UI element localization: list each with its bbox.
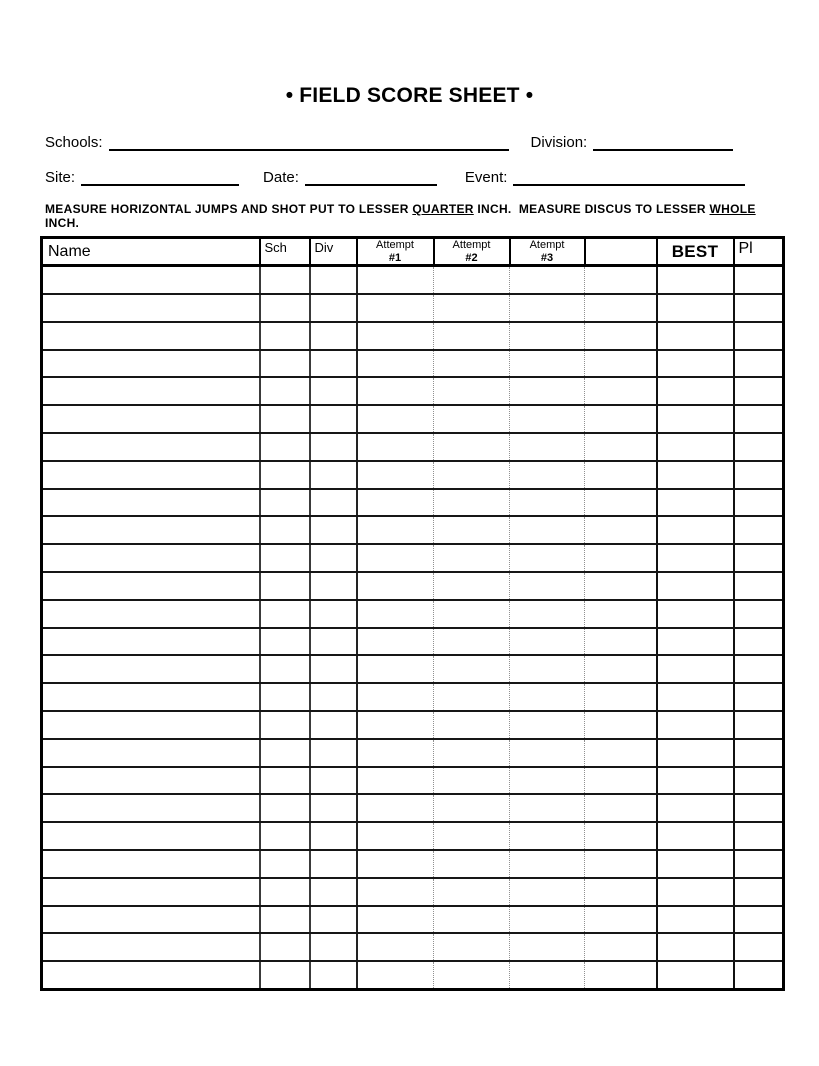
attempt-2-cell xyxy=(434,266,510,294)
sch-cell xyxy=(260,489,310,517)
place-cell xyxy=(734,878,784,906)
sch-cell xyxy=(260,600,310,628)
name-cell xyxy=(42,294,260,322)
div-cell xyxy=(310,628,357,656)
attempt-3-cell xyxy=(510,850,585,878)
name-cell xyxy=(42,655,260,683)
table-row xyxy=(42,516,784,544)
place-cell xyxy=(734,600,784,628)
place-cell xyxy=(734,322,784,350)
spare-cell xyxy=(585,655,657,683)
place-cell xyxy=(734,628,784,656)
best-cell xyxy=(657,961,734,989)
place-cell xyxy=(734,572,784,600)
best-cell xyxy=(657,878,734,906)
attempt-3-cell xyxy=(510,350,585,378)
table-header xyxy=(42,238,784,266)
attempt-2-cell xyxy=(434,350,510,378)
name-cell xyxy=(42,405,260,433)
table-row xyxy=(42,878,784,906)
attempt-3-cell xyxy=(510,266,585,294)
attempt-2-cell xyxy=(434,711,510,739)
spare-cell xyxy=(585,377,657,405)
place-cell xyxy=(734,377,784,405)
attempt-2-cell xyxy=(434,461,510,489)
place-cell xyxy=(734,906,784,934)
attempt-3-cell xyxy=(510,294,585,322)
attempt-1-cell xyxy=(357,377,434,405)
name-cell xyxy=(42,906,260,934)
name-cell xyxy=(42,433,260,461)
attempt-2-cell xyxy=(434,767,510,795)
place-cell xyxy=(734,933,784,961)
name-cell xyxy=(42,850,260,878)
sch-cell xyxy=(260,850,310,878)
sch-cell xyxy=(260,544,310,572)
attempt-1-number: #1 xyxy=(388,251,402,264)
best-cell xyxy=(657,822,734,850)
name-cell xyxy=(42,933,260,961)
attempt-1-cell xyxy=(357,878,434,906)
attempt-3-cell xyxy=(510,933,585,961)
div-cell xyxy=(310,377,357,405)
attempt-3-cell xyxy=(510,322,585,350)
attempt-3-cell xyxy=(510,572,585,600)
sch-cell xyxy=(260,878,310,906)
attempt-3-cell xyxy=(510,628,585,656)
attempt-1-cell xyxy=(357,628,434,656)
attempt-2-cell xyxy=(434,572,510,600)
place-cell xyxy=(734,822,784,850)
attempt-2-cell xyxy=(434,794,510,822)
best-cell xyxy=(657,516,734,544)
attempt-2-cell xyxy=(434,516,510,544)
div-cell xyxy=(310,266,357,294)
best-cell xyxy=(657,322,734,350)
attempt-2-cell xyxy=(434,433,510,461)
sch-cell xyxy=(260,628,310,656)
attempt-2-cell xyxy=(434,822,510,850)
attempt-1-cell xyxy=(357,489,434,517)
attempt-3-cell xyxy=(510,683,585,711)
site-blank-line xyxy=(81,165,239,186)
best-cell xyxy=(657,906,734,934)
place-cell xyxy=(734,739,784,767)
table-row xyxy=(42,655,784,683)
spare-cell xyxy=(585,572,657,600)
spare-cell xyxy=(585,822,657,850)
sch-cell xyxy=(260,516,310,544)
table-row xyxy=(42,628,784,656)
div-cell xyxy=(310,683,357,711)
div-cell xyxy=(310,350,357,378)
form-row-site-date-event xyxy=(45,165,745,186)
attempt-3-cell xyxy=(510,739,585,767)
div-cell xyxy=(310,516,357,544)
place-cell xyxy=(734,294,784,322)
attempt-3-cell xyxy=(510,655,585,683)
attempt-2-cell xyxy=(434,405,510,433)
attempt-1-cell xyxy=(357,266,434,294)
attempt-3-cell xyxy=(510,600,585,628)
attempt-3-word: Atempt xyxy=(529,239,565,251)
attempt-1-cell xyxy=(357,294,434,322)
place-cell xyxy=(734,350,784,378)
table-row xyxy=(42,683,784,711)
best-cell xyxy=(657,767,734,795)
name-cell xyxy=(42,961,260,989)
name-cell xyxy=(42,878,260,906)
attempt-2-cell xyxy=(434,961,510,989)
div-cell xyxy=(310,767,357,795)
spare-cell xyxy=(585,350,657,378)
attempt-2-cell xyxy=(434,906,510,934)
attempt-2-cell xyxy=(434,322,510,350)
event-blank-line xyxy=(513,165,745,186)
table-row xyxy=(42,266,784,294)
place-cell xyxy=(734,544,784,572)
spare-cell xyxy=(585,294,657,322)
attempt-2-cell xyxy=(434,294,510,322)
spare-cell xyxy=(585,878,657,906)
spare-cell xyxy=(585,405,657,433)
attempt-3-cell xyxy=(510,516,585,544)
div-cell xyxy=(310,600,357,628)
table-row xyxy=(42,294,784,322)
best-cell xyxy=(657,489,734,517)
table-row xyxy=(42,377,784,405)
attempt-1-cell xyxy=(357,516,434,544)
column-header-sch: Sch xyxy=(260,238,310,266)
attempt-3-number: #3 xyxy=(540,251,554,264)
div-cell xyxy=(310,572,357,600)
best-cell xyxy=(657,794,734,822)
name-cell xyxy=(42,266,260,294)
place-cell xyxy=(734,655,784,683)
table-row xyxy=(42,350,784,378)
div-cell xyxy=(310,294,357,322)
schools-label: Schools: xyxy=(45,134,103,151)
column-header-div: Div xyxy=(310,238,357,266)
sch-cell xyxy=(260,794,310,822)
best-cell xyxy=(657,461,734,489)
div-cell xyxy=(310,322,357,350)
best-cell xyxy=(657,377,734,405)
best-cell xyxy=(657,350,734,378)
attempt-1-cell xyxy=(357,544,434,572)
attempt-1-cell xyxy=(357,572,434,600)
spare-cell xyxy=(585,489,657,517)
attempt-3-cell xyxy=(510,377,585,405)
attempt-2-cell xyxy=(434,878,510,906)
name-cell xyxy=(42,822,260,850)
name-cell xyxy=(42,628,260,656)
attempt-3-cell xyxy=(510,461,585,489)
event-label: Event: xyxy=(464,169,508,186)
table-row xyxy=(42,711,784,739)
attempt-3-cell xyxy=(510,489,585,517)
attempt-2-number: #2 xyxy=(465,251,478,264)
column-header-attempt-2 xyxy=(434,238,510,266)
spare-cell xyxy=(585,322,657,350)
name-cell xyxy=(42,489,260,517)
attempt-3-cell xyxy=(510,433,585,461)
best-cell xyxy=(657,739,734,767)
attempt-1-cell xyxy=(357,600,434,628)
page-title: • FIELD SCORE SHEET • xyxy=(285,84,534,107)
attempt-2-word: Attempt xyxy=(452,239,491,251)
sch-cell xyxy=(260,933,310,961)
name-cell xyxy=(42,711,260,739)
score-table xyxy=(40,236,785,991)
place-cell xyxy=(734,794,784,822)
div-cell xyxy=(310,461,357,489)
attempt-1-cell xyxy=(357,350,434,378)
spare-cell xyxy=(585,711,657,739)
form-row-schools-division xyxy=(45,130,733,151)
name-cell xyxy=(42,739,260,767)
date-label: Date: xyxy=(263,169,299,186)
attempt-1-cell xyxy=(357,794,434,822)
div-cell xyxy=(310,906,357,934)
attempt-1-cell xyxy=(357,433,434,461)
table-body xyxy=(42,266,784,990)
div-cell xyxy=(310,822,357,850)
spare-cell xyxy=(585,628,657,656)
table-row xyxy=(42,739,784,767)
place-cell xyxy=(734,461,784,489)
name-cell xyxy=(42,516,260,544)
division-label: Division: xyxy=(530,134,588,151)
div-cell xyxy=(310,655,357,683)
table-row xyxy=(42,544,784,572)
attempt-1-cell xyxy=(357,405,434,433)
schools-blank-line xyxy=(109,130,509,151)
attempt-2-cell xyxy=(434,600,510,628)
attempt-3-cell xyxy=(510,906,585,934)
table-row xyxy=(42,906,784,934)
sch-cell xyxy=(260,767,310,795)
spare-cell xyxy=(585,544,657,572)
attempt-1-cell xyxy=(357,961,434,989)
note-part-1: MEASURE HORIZONTAL JUMPS AND SHOT PUT TO LESSER xyxy=(45,202,413,216)
place-cell xyxy=(734,850,784,878)
div-cell xyxy=(310,489,357,517)
attempt-3-cell xyxy=(510,878,585,906)
attempt-2-cell xyxy=(434,655,510,683)
column-header-spare xyxy=(585,238,657,266)
name-cell xyxy=(42,350,260,378)
table-row xyxy=(42,322,784,350)
spare-cell xyxy=(585,933,657,961)
div-cell xyxy=(310,961,357,989)
spare-cell xyxy=(585,683,657,711)
sch-cell xyxy=(260,711,310,739)
attempt-3-cell xyxy=(510,405,585,433)
note-underlined-whole: WHOLE xyxy=(709,202,756,216)
attempt-1-cell xyxy=(357,655,434,683)
sch-cell xyxy=(260,266,310,294)
attempt-2-cell xyxy=(434,850,510,878)
spare-cell xyxy=(585,461,657,489)
note-part-3: INCH. xyxy=(45,202,760,230)
sch-cell xyxy=(260,906,310,934)
sch-cell xyxy=(260,322,310,350)
name-cell xyxy=(42,322,260,350)
sch-cell xyxy=(260,655,310,683)
header-row xyxy=(42,238,784,266)
best-cell xyxy=(657,266,734,294)
table-row xyxy=(42,572,784,600)
spare-cell xyxy=(585,600,657,628)
place-cell xyxy=(734,489,784,517)
table-row xyxy=(42,405,784,433)
div-cell xyxy=(310,711,357,739)
attempt-3-cell xyxy=(510,822,585,850)
attempt-2-cell xyxy=(434,489,510,517)
best-cell xyxy=(657,294,734,322)
name-cell xyxy=(42,572,260,600)
place-cell xyxy=(734,433,784,461)
place-cell xyxy=(734,405,784,433)
name-cell xyxy=(42,600,260,628)
attempt-2-cell xyxy=(434,544,510,572)
div-cell xyxy=(310,878,357,906)
sch-cell xyxy=(260,377,310,405)
table-row xyxy=(42,794,784,822)
sch-cell xyxy=(260,405,310,433)
site-label: Site: xyxy=(45,169,76,186)
best-cell xyxy=(657,600,734,628)
place-cell xyxy=(734,711,784,739)
attempt-1-cell xyxy=(357,322,434,350)
measurement-instructions xyxy=(45,202,775,230)
attempt-1-word: Attempt xyxy=(376,239,414,251)
column-header-best: BEST xyxy=(657,238,734,266)
table-row xyxy=(42,961,784,989)
attempt-1-cell xyxy=(357,767,434,795)
div-cell xyxy=(310,544,357,572)
best-cell xyxy=(657,628,734,656)
div-cell xyxy=(310,433,357,461)
div-cell xyxy=(310,794,357,822)
attempt-1-cell xyxy=(357,822,434,850)
name-cell xyxy=(42,767,260,795)
best-cell xyxy=(657,405,734,433)
best-cell xyxy=(657,933,734,961)
best-cell xyxy=(657,544,734,572)
attempt-3-cell xyxy=(510,961,585,989)
best-cell xyxy=(657,850,734,878)
sch-cell xyxy=(260,572,310,600)
attempt-1-cell xyxy=(357,683,434,711)
best-cell xyxy=(657,572,734,600)
place-cell xyxy=(734,516,784,544)
attempt-1-cell xyxy=(357,850,434,878)
best-cell xyxy=(657,711,734,739)
note-part-2: INCH. MEASURE DISCUS TO LESSER xyxy=(473,202,710,216)
division-blank-line xyxy=(593,130,733,151)
attempt-3-cell xyxy=(510,544,585,572)
spare-cell xyxy=(585,961,657,989)
div-cell xyxy=(310,739,357,767)
best-cell xyxy=(657,683,734,711)
spare-cell xyxy=(585,794,657,822)
place-cell xyxy=(734,266,784,294)
sch-cell xyxy=(260,461,310,489)
spare-cell xyxy=(585,516,657,544)
column-header-place: Pl xyxy=(734,238,784,266)
sch-cell xyxy=(260,822,310,850)
column-header-name: Name xyxy=(42,238,260,266)
attempt-1-cell xyxy=(357,461,434,489)
table-row xyxy=(42,767,784,795)
sch-cell xyxy=(260,739,310,767)
table-row xyxy=(42,600,784,628)
column-header-attempt-1 xyxy=(357,238,434,266)
best-cell xyxy=(657,655,734,683)
div-cell xyxy=(310,850,357,878)
best-cell xyxy=(657,433,734,461)
attempt-1-cell xyxy=(357,933,434,961)
place-cell xyxy=(734,961,784,989)
table-row xyxy=(42,822,784,850)
table-row xyxy=(42,489,784,517)
sch-cell xyxy=(260,294,310,322)
sch-cell xyxy=(260,683,310,711)
sch-cell xyxy=(260,961,310,989)
spare-cell xyxy=(585,906,657,934)
note-underlined-quarter: QUARTER xyxy=(412,202,474,216)
table-row xyxy=(42,433,784,461)
attempt-2-cell xyxy=(434,683,510,711)
name-cell xyxy=(42,544,260,572)
attempt-1-cell xyxy=(357,711,434,739)
name-cell xyxy=(42,377,260,405)
table-row xyxy=(42,461,784,489)
spare-cell xyxy=(585,739,657,767)
table-row xyxy=(42,850,784,878)
attempt-1-cell xyxy=(357,906,434,934)
date-blank-line xyxy=(305,165,437,186)
div-cell xyxy=(310,933,357,961)
attempt-3-cell xyxy=(510,794,585,822)
place-cell xyxy=(734,683,784,711)
name-cell xyxy=(42,683,260,711)
name-cell xyxy=(42,794,260,822)
sch-cell xyxy=(260,433,310,461)
attempt-3-cell xyxy=(510,711,585,739)
attempt-2-cell xyxy=(434,933,510,961)
attempt-2-cell xyxy=(434,377,510,405)
spare-cell xyxy=(585,767,657,795)
div-cell xyxy=(310,405,357,433)
spare-cell xyxy=(585,433,657,461)
place-cell xyxy=(734,767,784,795)
column-header-attempt-3 xyxy=(510,238,585,266)
spare-cell xyxy=(585,266,657,294)
name-cell xyxy=(42,461,260,489)
attempt-1-cell xyxy=(357,739,434,767)
table-row xyxy=(42,933,784,961)
attempt-2-cell xyxy=(434,739,510,767)
spare-cell xyxy=(585,850,657,878)
sch-cell xyxy=(260,350,310,378)
attempt-2-cell xyxy=(434,628,510,656)
attempt-3-cell xyxy=(510,767,585,795)
